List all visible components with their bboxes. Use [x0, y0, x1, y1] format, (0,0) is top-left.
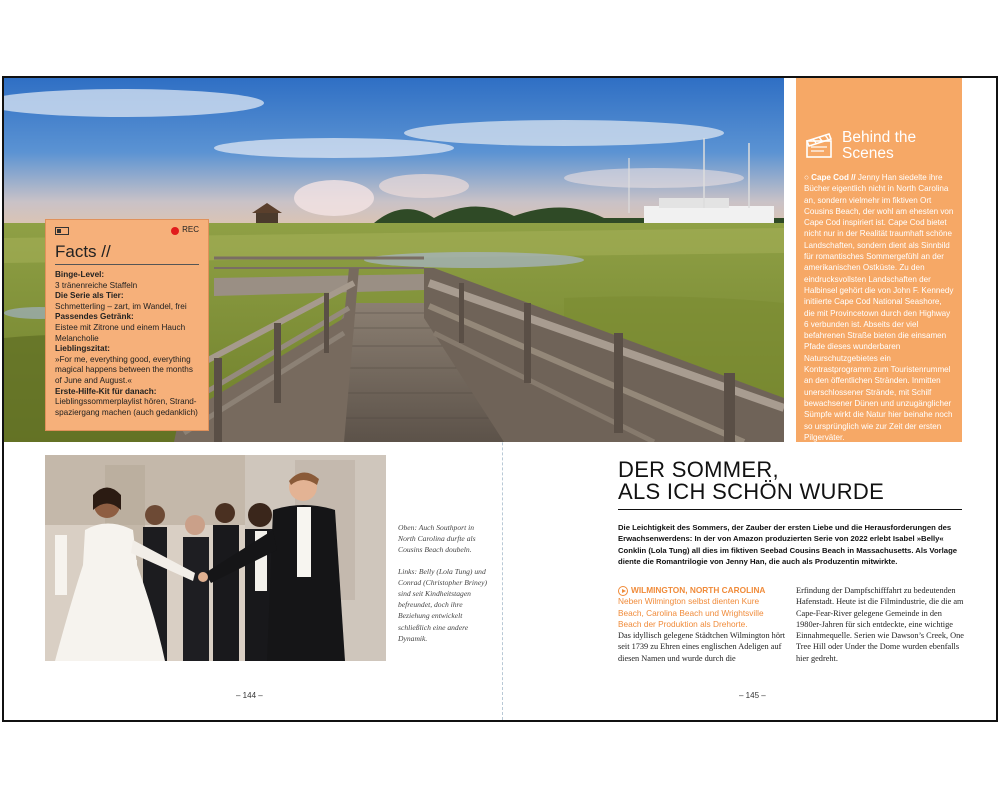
- facts-value: Lieblingssommerplaylist hören, Strand-spaziergang machen (auch gedanklich): [55, 397, 198, 417]
- page-number-right: – 145 –: [739, 691, 766, 700]
- bts-lead-label: Cape Cod //: [811, 173, 856, 182]
- facts-value: »For me, everything good, everything magical happens between the months of June and August.«: [55, 354, 193, 385]
- headline-line1: DER SOMMER,: [618, 457, 779, 482]
- facts-title: Facts //: [55, 242, 199, 265]
- article-lead: Die Leichtigkeit des Sommers, der Zauber der ersten Liebe und die Herausforderungen des Erwachsenwerdens: In der von Amazon produzierten Serie von 2022 erlebt Isabel »Belly« Conklin (Lola Tung) all dies im fiktiven Seebad Cousins Beach in Massachusetts. Als Vorlage diente die Romantrilogie von Jenny Han, die auch als Produzentin mitwirkte.: [618, 523, 958, 566]
- facts-item: [55, 344, 199, 386]
- caption-top: Oben: Auch Southport in North Carolina durfte als Cousins Beach doubeln.: [398, 523, 476, 555]
- facts-item: [55, 291, 199, 312]
- facts-value: Schmetterling – zart, im Wandel, frei: [55, 301, 187, 311]
- record-dot-icon: [171, 227, 179, 235]
- article-column-1: [618, 585, 786, 664]
- location-subtitle: Neben Wilmington selbst dienten Kure Beach, Carolina Beach und Wrightsville Beach der Produktion als Drehorte.: [618, 596, 764, 629]
- bts-title-line2: Scenes: [842, 145, 894, 162]
- magazine-spread: [2, 76, 998, 722]
- battery-icon: [55, 227, 69, 235]
- bts-header: [804, 130, 954, 162]
- location-label: WILMINGTON, NORTH CAROLINA: [631, 585, 766, 595]
- rec-label: REC: [182, 225, 199, 235]
- article-headline: [618, 459, 963, 503]
- rec-indicator: [171, 225, 199, 236]
- bts-text: [804, 172, 954, 443]
- facts-value: Eistee mit Zitrone und einem Hauch Melancholie: [55, 322, 186, 343]
- play-circle-icon: [618, 586, 628, 596]
- article-body-1: Das idyllisch gelegene Städtchen Wilmington hört seit 1739 zu Ehren eines englischen Adeligen auf diesen Namen und wurde durch die: [618, 631, 786, 663]
- facts-key: Die Serie als Tier:: [55, 291, 124, 301]
- bts-title: [842, 130, 916, 162]
- circle-bullet-icon: ○: [804, 173, 809, 182]
- facts-box: [45, 219, 209, 431]
- clapperboard-icon: [804, 130, 834, 160]
- facts-item: [55, 312, 199, 344]
- photo-caption: [398, 522, 488, 654]
- facts-key: Binge-Level:: [55, 270, 105, 279]
- ballroom-photo: [45, 455, 386, 661]
- facts-key: Erste-Hilfe-Kit für danach:: [55, 386, 157, 396]
- page-number-left: – 144 –: [236, 691, 263, 700]
- facts-key: Passendes Getränk:: [55, 312, 134, 322]
- article-column-2: Erfindung der Dampfschifffahrt zu bedeutenden Hafenstadt. Heute ist die Filmindustrie, die die am Cape-Fear-River gelegene Gemeinde in den 1980er-Jahren für sich entdeckte, eine wichtige Einnahmequelle. Serien wie Dawson’s Creek, One Tree Hill oder Under the Dome wurden ebenfalls hier gedreht.: [796, 586, 964, 663]
- facts-item: [55, 387, 199, 419]
- headline-line2: ALS ICH SCHÖN WURDE: [618, 479, 885, 504]
- behind-the-scenes-box: [796, 78, 962, 442]
- headline-rule: [618, 509, 962, 510]
- facts-value: 3 tränenreiche Staffeln: [55, 280, 138, 290]
- caption-left: Links: Belly (Lola Tung) und Conrad (Christopher Briney) sind seit Kindheitstagen befreundet, doch ihre Beziehung entwickelt schließlich eine andere Dynamik.: [398, 566, 488, 643]
- facts-item: [55, 270, 199, 291]
- camera-bar: [55, 225, 199, 236]
- bts-body: Jenny Han siedelte ihre Bücher eigentlich nicht in North Carolina an, sondern vielmehr im fiktiven Ort Cousins Beach, der wohl am ehesten von Cape Cod inspiriert ist. Cape Cod bietet nicht nur in der Realität traumhaft schöne Landschaften, sondern dient als Sinnbild für romantisches Sommergefühl an der amerikanischen Ostküste. Zu den eindrucksvollsten Landschaften der Halbinsel gehört die von John F. Kennedy initiierte Cape Cod National Seashore, die mit Provincetown durch den Highway 6 verbunden ist. Abseits der viel befahrenen Straße bieten die einsamen Pfade dieses wunderbaren Naturschutzgebietes ein Kontrastprogramm zum Touristenrummel an den öffentlichen Stränden. Inmitten unerschlossener Strände, mit Schilf bewachsener Dünen und unzugänglicher Sümpfe wirkt die Natur hier beinahe noch so ursprünglich wie zur Zeit der ersten Pilgerväter.: [804, 173, 954, 442]
- bts-title-line1: Behind the: [842, 129, 917, 146]
- facts-key: Lieblingszitat:: [55, 344, 111, 354]
- location-heading: [618, 585, 786, 596]
